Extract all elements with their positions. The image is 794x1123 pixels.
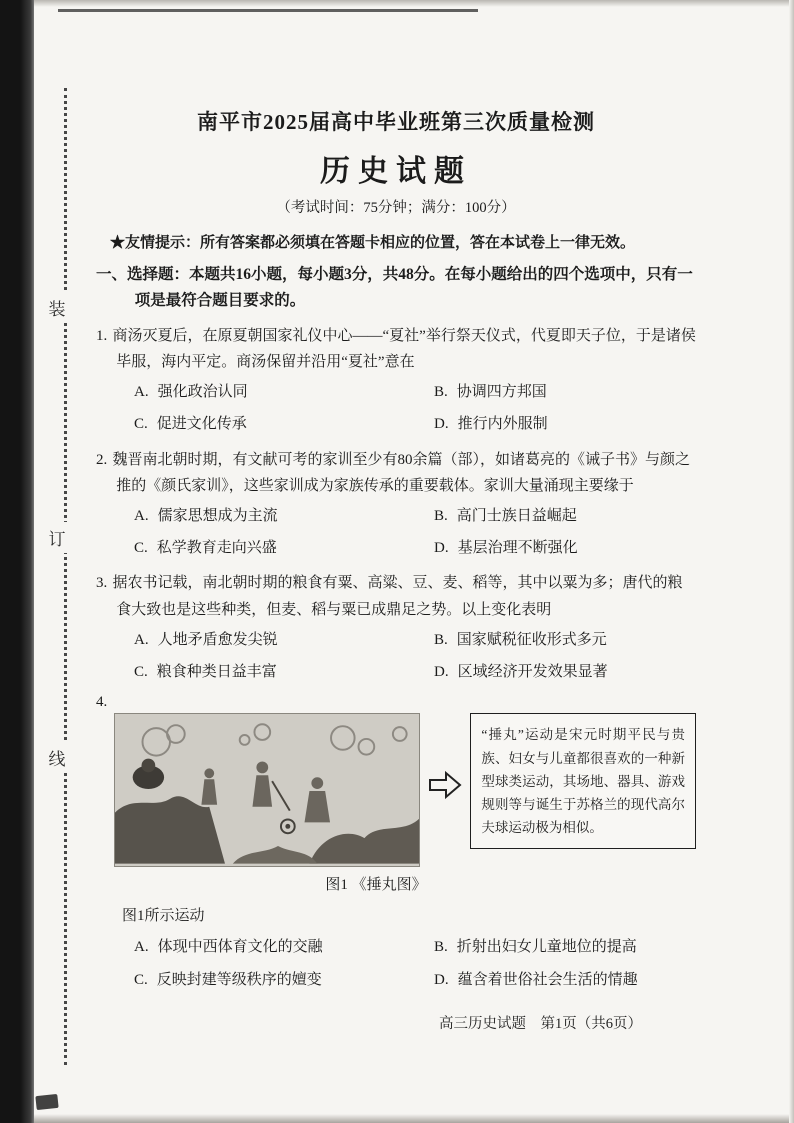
question-3-option-b	[434, 624, 696, 656]
question-1-option-c	[134, 408, 434, 440]
question-2-option-b	[434, 500, 696, 532]
question-2-stem	[96, 447, 696, 500]
question-2-options	[96, 500, 696, 565]
question-4	[96, 694, 696, 996]
question-1-option-d	[434, 408, 696, 440]
option-text: 国家赋税征收形式多元	[456, 631, 607, 648]
question-1-option-b	[434, 376, 696, 408]
question-3-number: 3.	[96, 575, 108, 592]
question-4-option-c	[134, 964, 434, 996]
exam-page-content	[96, 106, 696, 1002]
option-text: 协调四方邦国	[456, 384, 547, 401]
question-3-option-c	[134, 656, 434, 688]
option-text: 促进文化传承	[156, 416, 247, 433]
option-label: C.	[134, 416, 148, 433]
question-3-option-a	[134, 624, 434, 656]
question-4-text: 图1所示运动	[122, 908, 205, 925]
scan-edge-bottom	[34, 1114, 794, 1123]
option-label: C.	[134, 664, 148, 681]
question-4-options	[96, 931, 696, 996]
option-label: D.	[434, 971, 449, 988]
option-text: 体现中西体育文化的交融	[157, 939, 323, 956]
binding-char-ding: 订	[44, 522, 70, 553]
subject-title: 历史试题	[320, 155, 472, 188]
question-1	[96, 323, 696, 441]
option-label: A.	[134, 384, 149, 401]
scan-edge-top	[34, 0, 794, 7]
figure-caption: 图1 《捶丸图》	[325, 877, 427, 894]
scan-artifact-line	[58, 9, 478, 12]
option-label: D.	[434, 540, 449, 557]
question-4-option-d	[434, 964, 696, 996]
binding-dotted-line	[64, 88, 67, 1065]
question-3-text: 据农书记载，南北朝时期的粮食有粟、高粱、豆、麦、稻等，其中以粟为多；唐代的粮食大致也是这些种类，但麦、稻与粟已成鼎足之势。以上变化表明	[112, 575, 683, 619]
option-text: 粮食种类日益丰富	[156, 664, 277, 681]
option-label: D.	[434, 664, 449, 681]
figure-sidebar-text: “捶丸”运动是宋元时期平民与贵族、妇女与儿童都很喜欢的一种新型球类运动，其场地、器具、游戏规则等与诞生于苏格兰的现代高尔夫球运动极为相似。	[470, 713, 696, 849]
option-text: 推行内外服制	[457, 416, 548, 433]
scan-artifact-blot	[35, 1094, 58, 1110]
page-footer: 高三历史试题 第1页（共6页）	[439, 1016, 642, 1032]
option-label: C.	[134, 540, 148, 557]
option-label: A.	[134, 631, 149, 648]
question-3	[96, 570, 696, 688]
option-text: 反映封建等级秩序的嬗变	[156, 971, 322, 988]
question-2-number: 2.	[96, 451, 108, 468]
question-2-option-d	[434, 532, 696, 564]
option-text: 基层治理不断强化	[457, 540, 578, 557]
question-4-number: 4.	[96, 694, 108, 711]
option-label: D.	[434, 416, 449, 433]
option-label: B.	[434, 939, 448, 956]
binding-char-xian: 线	[44, 742, 70, 773]
option-text: 儒家思想成为主流	[157, 507, 278, 524]
binding-char-zhuang: 装	[44, 292, 70, 323]
option-label: B.	[434, 384, 448, 401]
option-text: 高门士族日益崛起	[456, 507, 577, 524]
friendly-notice: ★友情提示：所有答案都必须填在答题卡相应的位置，答在本试卷上一律无效。	[110, 235, 636, 251]
option-label: B.	[434, 507, 448, 524]
question-3-stem	[96, 570, 696, 623]
scan-edge-left	[0, 0, 34, 1123]
question-1-stem	[96, 323, 696, 376]
option-label: B.	[434, 631, 448, 648]
question-1-options	[96, 376, 696, 441]
option-label: A.	[134, 507, 149, 524]
arrow-right-icon	[428, 769, 462, 801]
question-1-number: 1.	[96, 327, 108, 344]
option-label: C.	[134, 971, 148, 988]
option-text: 折射出妇女儿童地位的提高	[456, 939, 637, 956]
question-3-options	[96, 624, 696, 689]
option-text: 区域经济开发效果显著	[457, 664, 608, 681]
question-3-option-d	[434, 656, 696, 688]
scan-edge-right	[789, 0, 794, 1123]
question-2-text: 魏晋南北朝时期，有文献可考的家训至少有80余篇（部），如诸葛亮的《诫子书》与颜之推的《颜氏家训》，这些家训成为家族传承的重要载体。家训大量涌现主要缘于	[112, 451, 691, 495]
option-label: A.	[134, 939, 149, 956]
question-4-figure-row	[114, 713, 696, 867]
exam-info: （考试时间：75分钟；满分：100分）	[276, 200, 516, 216]
exam-title: 南平市2025届高中毕业班第三次质量检测	[197, 110, 595, 134]
option-text: 人地矛盾愈发尖锐	[157, 631, 278, 648]
chuiwan-painting	[114, 713, 420, 867]
question-4-option-a	[134, 931, 434, 963]
question-1-text: 商汤灭夏后，在原夏朝国家礼仪中心——“夏社”举行祭天仪式，代夏即天子位，于是诸侯毕服，海内平定。商汤保留并沿用“夏社”意在	[112, 327, 696, 371]
option-text: 强化政治认同	[157, 384, 248, 401]
option-text: 蕴含着世俗社会生活的情趣	[457, 971, 638, 988]
section-heading: 一、选择题：本题共16小题，每小题3分，共48分。在每小题给出的四个选项中，只有一项是最符合题目要求的。	[96, 266, 693, 310]
question-4-option-b	[434, 931, 696, 963]
question-2-option-c	[134, 532, 434, 564]
question-2	[96, 447, 696, 565]
question-1-option-a	[134, 376, 434, 408]
question-2-option-a	[134, 500, 434, 532]
option-text: 私学教育走向兴盛	[156, 540, 277, 557]
